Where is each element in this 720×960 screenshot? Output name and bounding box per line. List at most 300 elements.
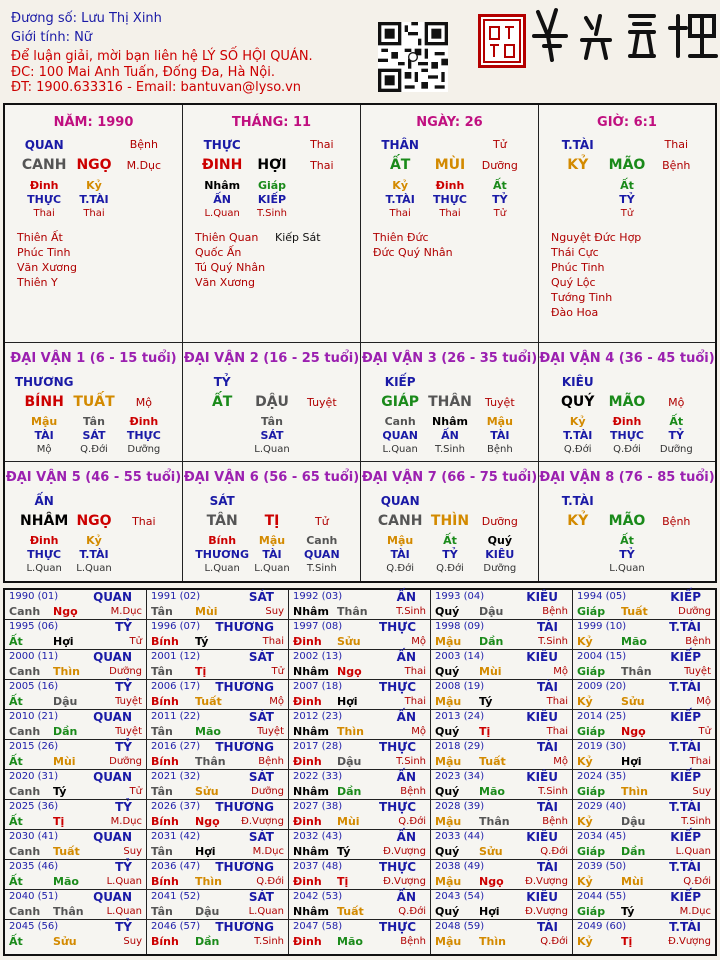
annual-cell[interactable] <box>431 890 573 920</box>
hidden-ten-god: T.TÀI <box>79 193 109 206</box>
annual-cell[interactable] <box>289 770 431 800</box>
annual-state: Đ.Vượng <box>383 876 426 887</box>
luck-hidden-ten-god: TỶ <box>668 429 684 442</box>
luck-hidden-state: Q.Đới <box>386 563 414 574</box>
annual-branch: Dậu <box>337 755 362 768</box>
annual-stem: Ất <box>9 935 23 948</box>
annual-branch: Ngọ <box>337 665 362 678</box>
annual-ten-god: KIÊU <box>526 890 558 904</box>
annual-branch: Tị <box>337 875 349 888</box>
annual-cell[interactable] <box>147 740 289 770</box>
annual-cell[interactable] <box>431 650 573 680</box>
luck-pillar-6 <box>183 461 361 581</box>
annual-cell[interactable] <box>5 770 147 800</box>
annual-state: Dưỡng <box>109 666 142 677</box>
annual-year: 2031 (42) <box>151 831 201 842</box>
annual-year: 2022 (33) <box>293 771 343 782</box>
annual-ten-god: ẤN <box>396 830 416 844</box>
address-line: ĐC: 100 Mai Anh Tuấn, Đống Đa, Hà Nội. <box>11 65 275 80</box>
annual-state: Q.Đới <box>398 816 426 827</box>
annual-state: Bệnh <box>400 786 426 797</box>
annual-year: 2002 (13) <box>293 651 343 662</box>
annual-year: 1995 (06) <box>9 621 59 632</box>
hidden-stem: Ất <box>492 179 507 192</box>
annual-ten-god: KIÊU <box>526 830 558 844</box>
annual-cell[interactable] <box>5 890 147 920</box>
annual-year: 2006 (17) <box>151 681 201 692</box>
annual-cell[interactable] <box>431 800 573 830</box>
annual-year: 2035 (46) <box>9 861 59 872</box>
annual-cell[interactable] <box>289 590 431 620</box>
annual-cell[interactable] <box>431 860 573 890</box>
annual-state: Bệnh <box>685 636 711 647</box>
annual-cell[interactable] <box>5 590 147 620</box>
luck-state: Tuyệt <box>307 396 337 409</box>
pillar-2 <box>361 105 539 342</box>
annual-branch: Thân <box>621 665 652 678</box>
annual-ten-god: KIẾP <box>670 650 701 664</box>
annual-ten-god: THƯƠNG <box>215 620 274 634</box>
luck-branch: THÌN <box>430 513 470 529</box>
annual-cell[interactable] <box>431 620 573 650</box>
annual-ten-god: THỰC <box>378 920 416 934</box>
annual-cell[interactable] <box>147 920 289 954</box>
annual-state: Đ.Vượng <box>525 876 568 887</box>
annual-branch: Thìn <box>195 875 222 888</box>
annual-branch: Ngọ <box>53 605 78 618</box>
annual-ten-god: TỶ <box>115 800 132 814</box>
luck-hidden-state: Dưỡng <box>659 444 693 455</box>
annual-cell[interactable] <box>431 590 573 620</box>
annual-branch: Mùi <box>337 815 360 828</box>
annual-ten-god: TÀI <box>536 800 558 814</box>
annual-cell[interactable] <box>147 830 289 860</box>
annual-cell[interactable] <box>431 740 573 770</box>
annual-cell[interactable] <box>5 740 147 770</box>
luck-pillar-3 <box>361 342 539 461</box>
annual-cell[interactable] <box>289 830 431 860</box>
annual-branch: Ngọ <box>479 875 504 888</box>
annual-year: 1994 (05) <box>577 591 627 602</box>
luck-ten-god: THƯƠNG <box>14 375 74 389</box>
annual-stem: Bính <box>151 815 179 828</box>
annual-ten-god: TÀI <box>536 920 558 934</box>
annual-cell[interactable] <box>147 770 289 800</box>
annual-state: Mộ <box>411 726 426 737</box>
annual-cell[interactable] <box>147 620 289 650</box>
annual-stem: Giáp <box>577 725 606 738</box>
annual-year: 2026 (37) <box>151 801 201 812</box>
annual-ten-god: T.TÀI <box>669 800 701 814</box>
annual-cell[interactable] <box>5 680 147 710</box>
annual-stem: Mậu <box>435 815 462 828</box>
luck-stem: CANH <box>377 513 423 529</box>
luck-hidden-ten-god: TÀI <box>490 429 510 442</box>
annual-cell[interactable] <box>5 860 147 890</box>
annual-ten-god: QUAN <box>93 710 132 724</box>
luck-hidden-state: L.Quan <box>254 563 290 574</box>
annual-cell[interactable] <box>431 830 573 860</box>
luck-ten-god: KIÊU <box>561 375 594 389</box>
annual-branch: Thân <box>337 605 368 618</box>
luck-hidden-stem: Quý <box>487 534 512 547</box>
annual-state: Q.Đới <box>256 876 284 887</box>
annual-branch: Dần <box>337 785 362 798</box>
luck-hidden-state: Mộ <box>36 444 52 455</box>
annual-ten-god: SÁT <box>248 650 274 664</box>
annual-branch: Thân <box>195 755 226 768</box>
luck-hidden-state: Q.Đới <box>436 563 464 574</box>
annual-stem: Mậu <box>435 875 462 888</box>
branch-state: Dưỡng <box>481 159 518 172</box>
annual-year: 2028 (39) <box>435 801 485 812</box>
annual-cell[interactable] <box>289 860 431 890</box>
luck-stem: BÍNH <box>24 394 64 410</box>
luck-pillar-title: ĐẠI VẬN 4 (36 - 45 tuổi) <box>539 351 715 366</box>
luck-hidden-stem: Mậu <box>486 415 513 428</box>
annual-year: 2027 (38) <box>293 801 343 812</box>
annual-state: Thai <box>546 696 568 707</box>
hidden-ten-god: THỰC <box>27 193 62 206</box>
annual-state: Thai <box>404 696 426 707</box>
annual-state: Bệnh <box>542 606 568 617</box>
annual-ten-god: THỰC <box>378 620 416 634</box>
symbolic-star: Thái Cực <box>551 246 599 259</box>
luck-state: Dưỡng <box>481 515 518 528</box>
annual-state: T.Sinh <box>396 756 426 767</box>
hidden-ten-god: TỶ <box>492 193 508 206</box>
annual-cell[interactable] <box>289 800 431 830</box>
annual-cell[interactable] <box>289 740 431 770</box>
annual-branch: Sửu <box>195 785 219 798</box>
annual-cell[interactable] <box>289 920 431 954</box>
earthly-branch: NGỌ <box>76 157 112 173</box>
luck-pillar-title: ĐẠI VẬN 3 (26 - 35 tuổi) <box>361 351 538 366</box>
hidden-state: L.Quan <box>204 208 240 219</box>
annual-ten-god: QUAN <box>93 590 132 604</box>
annual-ten-god: KIÊU <box>526 770 558 784</box>
luck-hidden-ten-god: SÁT <box>82 429 106 442</box>
annual-state: T.Sinh <box>396 606 426 617</box>
annual-year: 2038 (49) <box>435 861 485 872</box>
annual-ten-god: KIẾP <box>670 890 701 904</box>
annual-branch: Ngọ <box>621 725 646 738</box>
annual-state: Đ.Vượng <box>668 936 711 947</box>
luck-ten-god: SÁT <box>209 494 235 508</box>
luck-hidden-state: T.Sinh <box>435 444 465 455</box>
annual-cell[interactable] <box>5 710 147 740</box>
luck-hidden-stem: Mậu <box>387 534 414 547</box>
annual-stem: Giáp <box>577 905 606 918</box>
contact-line: Để luận giải, mời bạn liên hệ LÝ SỐ HỘI QUÁN. <box>11 49 313 64</box>
hidden-stem: Kỷ <box>392 179 408 192</box>
luck-hidden-ten-god: THƯƠNG <box>195 548 250 561</box>
annual-cell[interactable] <box>147 680 289 710</box>
annual-state: Đ.Vượng <box>383 846 426 857</box>
annual-cell[interactable] <box>5 920 147 954</box>
annual-ten-god: KIẾP <box>670 710 701 724</box>
annual-stem: Quý <box>435 725 460 738</box>
annual-stem: Kỷ <box>577 815 593 828</box>
annual-year: 2001 (12) <box>151 651 201 662</box>
luck-hidden-state: Bệnh <box>486 444 513 455</box>
annual-ten-god: QUAN <box>93 650 132 664</box>
annual-stem: Tân <box>151 725 173 738</box>
luck-state: Thai <box>132 515 156 528</box>
annual-branch: Thìn <box>621 785 648 798</box>
annual-year: 2016 (27) <box>151 741 201 752</box>
annual-year: 2000 (11) <box>9 651 59 662</box>
annual-cell[interactable] <box>573 770 715 800</box>
annual-state: M.Dục <box>110 606 142 617</box>
pillar-title: THÁNG: 11 <box>231 115 312 130</box>
annual-branch: Mão <box>479 785 505 798</box>
annual-year: 2043 (54) <box>435 891 485 902</box>
symbolic-star: Tướng Tinh <box>551 291 613 304</box>
annual-year: 2020 (31) <box>9 771 59 782</box>
annual-ten-god: THƯƠNG <box>215 740 274 754</box>
annual-branch: Tý <box>337 845 351 858</box>
annual-cell[interactable] <box>573 590 715 620</box>
annual-cell[interactable] <box>289 650 431 680</box>
symbolic-star: Phúc Tinh <box>551 261 605 274</box>
annual-stem: Nhâm <box>293 665 329 678</box>
annual-cell[interactable] <box>573 710 715 740</box>
luck-hidden-stem: Ất <box>669 415 684 428</box>
annual-cell[interactable] <box>431 920 573 954</box>
hidden-stem: Ất <box>620 179 634 192</box>
heavenly-stem: KỶ <box>567 157 589 173</box>
branch-state: Thai <box>310 159 334 172</box>
luck-hidden-state: L.Quan <box>76 563 112 574</box>
annual-year: 2005 (16) <box>9 681 59 692</box>
annual-cell[interactable] <box>431 680 573 710</box>
annual-branch: Mão <box>53 875 79 888</box>
annual-branch: Tị <box>195 665 207 678</box>
annual-branch: Hợi <box>621 755 642 768</box>
luck-pillar-8 <box>539 461 715 581</box>
annual-branch: Mùi <box>479 665 502 678</box>
annual-branch: Mão <box>621 635 647 648</box>
luck-stem: QUÝ <box>561 394 595 410</box>
annual-stem: Canh <box>9 845 41 858</box>
luck-ten-god: ẤN <box>34 494 54 508</box>
annual-cell[interactable] <box>573 650 715 680</box>
annual-cell[interactable] <box>289 890 431 920</box>
annual-ten-god: SÁT <box>248 890 274 904</box>
pillar-state: Tử <box>492 138 507 151</box>
annual-branch: Dậu <box>53 695 78 708</box>
annual-stem: Đinh <box>293 815 322 828</box>
luck-branch: DẬU <box>255 394 289 410</box>
annual-ten-god: T.TÀI <box>669 860 701 874</box>
annual-stem: Ất <box>9 815 23 828</box>
annual-cell[interactable] <box>147 800 289 830</box>
earthly-branch: HỢI <box>257 157 287 173</box>
hidden-stem: Đinh <box>29 179 59 192</box>
annual-cell[interactable] <box>5 650 147 680</box>
seal-stamp-icon <box>478 14 526 68</box>
annual-cell[interactable] <box>573 830 715 860</box>
annual-cell[interactable] <box>573 800 715 830</box>
annual-ten-god: THƯƠNG <box>215 920 274 934</box>
annual-ten-god: TÀI <box>536 860 558 874</box>
annual-cell[interactable] <box>5 800 147 830</box>
annual-state: Suy <box>265 606 284 617</box>
annual-ten-god: SÁT <box>248 770 274 784</box>
annual-cell[interactable] <box>573 860 715 890</box>
annual-stem: Quý <box>435 605 460 618</box>
annual-year: 1992 (03) <box>293 591 343 602</box>
annual-state: L.Quan <box>675 846 711 857</box>
annual-cell[interactable] <box>5 830 147 860</box>
luck-hidden-state: Dưỡng <box>127 444 161 455</box>
luck-pillar-title: ĐẠI VẬN 8 (76 - 85 tuổi) <box>539 470 715 485</box>
annual-stem: Quý <box>435 665 460 678</box>
annual-year: 2015 (26) <box>9 741 59 752</box>
luck-pillar-1 <box>5 342 183 461</box>
annual-cell[interactable] <box>289 710 431 740</box>
annual-state: M.Dục <box>679 906 711 917</box>
annual-ten-god: QUAN <box>93 830 132 844</box>
annual-ten-god: THỰC <box>378 740 416 754</box>
annual-cell[interactable] <box>5 620 147 650</box>
annual-branch: Mùi <box>621 875 644 888</box>
annual-state: Mộ <box>411 636 426 647</box>
annual-cell[interactable] <box>573 890 715 920</box>
luck-state: Bệnh <box>662 515 691 528</box>
annual-cell[interactable] <box>573 620 715 650</box>
annual-ten-god: TÀI <box>536 740 558 754</box>
annual-state: Mộ <box>553 666 568 677</box>
annual-branch: Tý <box>621 905 635 918</box>
annual-stem: Giáp <box>577 605 606 618</box>
annual-cell[interactable] <box>289 620 431 650</box>
annual-stem: Quý <box>435 905 460 918</box>
annual-cell[interactable] <box>147 860 289 890</box>
annual-stem: Ất <box>9 755 23 768</box>
annual-cell[interactable] <box>573 920 715 954</box>
annual-stem: Mậu <box>435 695 462 708</box>
annual-state: Mộ <box>269 696 284 707</box>
luck-hidden-stem: Canh <box>306 534 338 547</box>
annual-year: 2042 (53) <box>293 891 343 902</box>
luck-hidden-state: L.Quan <box>254 444 290 455</box>
annual-year: 2014 (25) <box>577 711 627 722</box>
hidden-state: Tử <box>620 208 634 219</box>
annual-cell[interactable] <box>573 740 715 770</box>
luck-hidden-state: Dưỡng <box>483 563 517 574</box>
annual-cell[interactable] <box>147 890 289 920</box>
heavenly-stem: CANH <box>21 157 67 173</box>
earthly-branch: MÙI <box>434 157 466 173</box>
heavenly-stem: ẤT <box>389 157 411 173</box>
annual-state: L.Quan <box>106 906 142 917</box>
annual-stem: Nhâm <box>293 785 329 798</box>
annual-state: Dưỡng <box>109 756 142 767</box>
annual-year: 1998 (09) <box>435 621 485 632</box>
annual-stem: Giáp <box>577 785 606 798</box>
luck-hidden-stem: Mậu <box>31 415 58 428</box>
annual-ten-god: KIẾP <box>670 590 701 604</box>
hidden-stem: Đinh <box>435 179 465 192</box>
annual-year: 2045 (56) <box>9 921 59 932</box>
annual-state: Tử <box>698 726 711 737</box>
owner-name: Đương số: Lưu Thị Xinh <box>11 11 162 26</box>
annual-ten-god: THƯƠNG <box>215 680 274 694</box>
annual-stem: Canh <box>9 665 41 678</box>
annual-year: 2013 (24) <box>435 711 485 722</box>
annual-cell[interactable] <box>431 710 573 740</box>
luck-hidden-stem: Bính <box>208 534 237 547</box>
annual-ten-god: TỶ <box>115 620 132 634</box>
annual-state: Dưỡng <box>678 606 711 617</box>
annual-cell[interactable] <box>573 680 715 710</box>
annual-year: 2017 (28) <box>293 741 343 752</box>
annual-year: 2041 (52) <box>151 891 201 902</box>
luck-hidden-stem: Kỷ <box>569 415 586 428</box>
annual-ten-god: TỶ <box>115 860 132 874</box>
annual-year: 2023 (34) <box>435 771 485 782</box>
annual-cell[interactable] <box>289 680 431 710</box>
annual-branch: Thân <box>479 815 510 828</box>
annual-state: M.Dục <box>110 816 142 827</box>
luck-hidden-ten-god: SÁT <box>260 429 284 442</box>
annual-cell[interactable] <box>431 770 573 800</box>
annual-stem: Quý <box>435 845 460 858</box>
annual-ten-god: T.TÀI <box>669 620 701 634</box>
annual-year: 1991 (02) <box>151 591 201 602</box>
annual-branch: Tý <box>195 635 209 648</box>
pillar-ten-god: QUAN <box>24 138 64 152</box>
pillar-3 <box>539 105 715 342</box>
annual-ten-god: KIÊU <box>526 650 558 664</box>
hidden-ten-god: TỶ <box>619 193 635 206</box>
annual-state: Mộ <box>553 756 568 767</box>
annual-cell[interactable] <box>147 710 289 740</box>
hidden-stem: Kỷ <box>86 179 102 192</box>
luck-state: Mộ <box>135 396 152 409</box>
annual-ten-god: ẤN <box>396 710 416 724</box>
annual-year: 2047 (58) <box>293 921 343 932</box>
luck-hidden-ten-god: KIÊU <box>485 548 515 561</box>
annual-ten-god: THỰC <box>378 680 416 694</box>
annual-stem: Tân <box>151 845 173 858</box>
annual-cell[interactable] <box>147 650 289 680</box>
annual-stem: Canh <box>9 785 41 798</box>
annual-cell[interactable] <box>147 590 289 620</box>
hidden-ten-god: KIẾP <box>257 193 287 206</box>
luck-stem: TÂN <box>206 513 238 529</box>
annual-year: 2025 (36) <box>9 801 59 812</box>
luck-branch: TỊ <box>264 513 280 529</box>
annual-stem: Tân <box>151 785 173 798</box>
annual-stem: Kỷ <box>577 695 593 708</box>
luck-hidden-state: L.Quan <box>382 444 418 455</box>
annual-state: Thai <box>546 726 568 737</box>
annual-ten-god: QUAN <box>93 770 132 784</box>
annual-year: 1993 (04) <box>435 591 485 602</box>
annual-ten-god: THƯƠNG <box>215 800 274 814</box>
qr-code-icon[interactable] <box>378 22 448 92</box>
annual-stem: Bính <box>151 935 179 948</box>
annual-branch: Dần <box>479 635 504 648</box>
pillar-state: Bệnh <box>129 138 158 151</box>
annual-year: 2007 (18) <box>293 681 343 692</box>
annual-state: T.Sinh <box>681 816 711 827</box>
luck-pillar-title: ĐẠI VẬN 5 (46 - 55 tuổi) <box>5 470 182 485</box>
pillar-1 <box>183 105 361 342</box>
